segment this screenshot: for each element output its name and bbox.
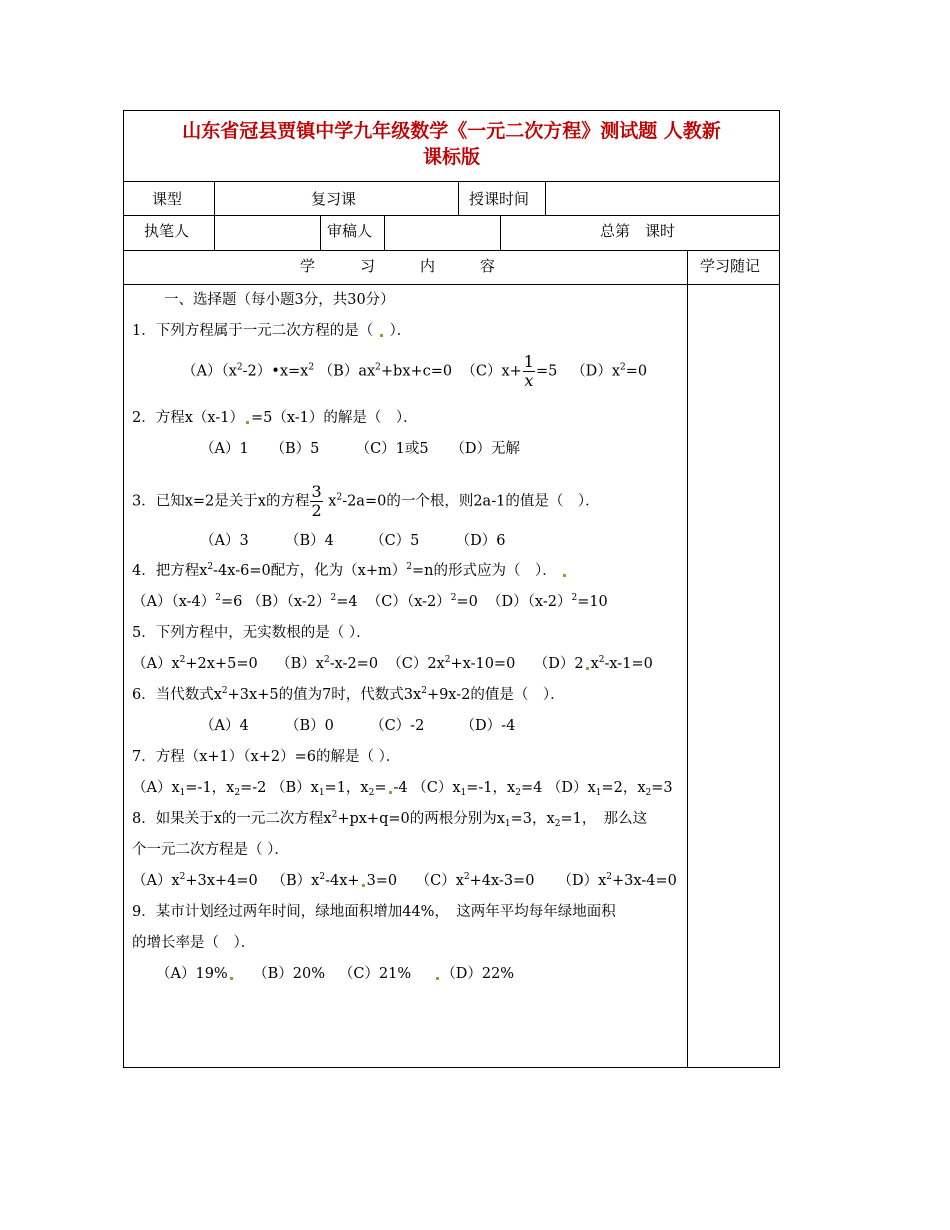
question-8-line-2: 个一元二次方程是（ ）． bbox=[132, 842, 289, 858]
title-line-2: 课标版 bbox=[422, 146, 480, 168]
col-divider bbox=[214, 182, 215, 215]
col-divider bbox=[500, 215, 501, 250]
question-8: 8．如果关于x的一元二次方程$x^2+px+q=0$的两根分别为$x_1=3$，$x_2=1$， 那么这 bbox=[132, 810, 648, 829]
question-5-options: $(A)x^2+2x+5=0$ $(B)x^2-x-2=0$ $(C)2x^2+x-10=0$ （D）2 $x^2-x-1=0$ bbox=[132, 655, 653, 672]
question-8-options: $(A)x^2+3x+4=0$ $(B)x^2-4x+ 3=0$ $(C)x^2+4x-3=0$ $(D)x^2+3x-4=0$ bbox=[132, 872, 677, 889]
document-title bbox=[124, 111, 779, 182]
question-1: 1．下列方程属于一元二次方程的是（ ）． bbox=[132, 323, 412, 339]
question-6: 6．当代数式$x^2+3x+5$的值为7时，代数式$3x^2+9x-2$的值是（ ）． bbox=[132, 686, 565, 703]
question-9-line-2: 的增长率是（ ）． bbox=[132, 935, 256, 951]
col-divider bbox=[384, 215, 385, 250]
teaching-time-label: 授课时间 bbox=[469, 190, 530, 208]
fraction: $\frac{3}{2}$ bbox=[311, 482, 322, 520]
mark-dot bbox=[230, 977, 233, 980]
mark-dot bbox=[563, 574, 566, 577]
mark-dot bbox=[380, 334, 383, 337]
reviewer-label: 审稿人 bbox=[327, 222, 373, 240]
content-column-label: 学 习 内 容 bbox=[300, 257, 496, 275]
question-9-options: （A）19% （B）20% （C）21% （D）22% bbox=[156, 966, 515, 982]
section-heading: 一、选择题（每小题3分，共30分） bbox=[164, 292, 395, 308]
mark-dot bbox=[389, 791, 392, 794]
mark-dot bbox=[586, 667, 589, 670]
col-divider bbox=[214, 215, 215, 250]
notes-column-label: 学习随记 bbox=[700, 257, 761, 275]
mark-dot bbox=[246, 421, 249, 424]
question-1-options: $(A)(x^2-2)•x=x^2$ $(B)ax^2+bx+c=0$ （C）x+ $\frac{1}{x}$ =5 $(D)x^2=0$ bbox=[182, 352, 648, 390]
row-divider bbox=[124, 250, 779, 251]
worksheet-table bbox=[123, 110, 780, 1068]
question-4-options: $(A)(x-4)^2=6$ $(B)(x-2)^2=4$ $(C)(x-2)^2=0$ $(D)(x-2)^2=10$ bbox=[132, 593, 608, 610]
question-5: 5．下列方程中，无实数根的是（ ）． bbox=[132, 625, 371, 641]
row-divider bbox=[124, 215, 779, 216]
author-label: 执笔人 bbox=[144, 222, 190, 240]
question-7-options: $(A)x_1=-1$，$x_2=-2$ $(B)x_1=1$，$x_2= -4$ $(C)x_1=-1$，$x_2=4$ $(D)x_1=2$，$x_2=3$ bbox=[132, 780, 673, 798]
question-9: 9．某市计划经过两年时间，绿地面积增加44%， 这两年平均每年绿地面积 bbox=[132, 904, 616, 920]
notes-col-divider bbox=[687, 250, 688, 1067]
lesson-count-label: 总第 课时 bbox=[600, 222, 676, 240]
row-divider bbox=[124, 284, 779, 285]
question-3: 3．已知x=2是关于x的方程 $\frac{3}{2}$ $x^2-2a=0$的一个根，则2a-1的值是（ ）． bbox=[132, 482, 600, 520]
lesson-type-label: 课型 bbox=[152, 190, 183, 208]
title-line-1: 山东省冠县贾镇中学九年级数学《一元二次方程》测试题 人教新 bbox=[182, 120, 721, 142]
question-3-options: （A）3 （B）4 （C）5 （D）6 bbox=[200, 533, 506, 549]
col-divider bbox=[320, 215, 321, 250]
question-6-options: （A）4 （B）0 （C）-2 （D）-4 bbox=[200, 718, 516, 734]
mark-dot bbox=[362, 884, 365, 887]
question-7: 7．方程（x+1）（x+2）=6的解是（ ）． bbox=[132, 749, 401, 765]
fraction: $\frac{1}{x}$ bbox=[523, 352, 534, 390]
col-divider bbox=[458, 182, 459, 215]
question-2: 2．方程x（x-1） =5（x-1）的解是（ ）． bbox=[132, 410, 418, 426]
lesson-type-value: 复习课 bbox=[311, 190, 357, 208]
mark-dot bbox=[436, 977, 439, 980]
col-divider bbox=[545, 182, 546, 215]
question-2-options: （A）1 （B）5 （C）1或5 （D）无解 bbox=[200, 441, 520, 457]
question-4: 4．把方程$x^2-4x-6=0$配方，化为$(x+m)^2=n$的形式应为（ ）． bbox=[132, 560, 568, 582]
